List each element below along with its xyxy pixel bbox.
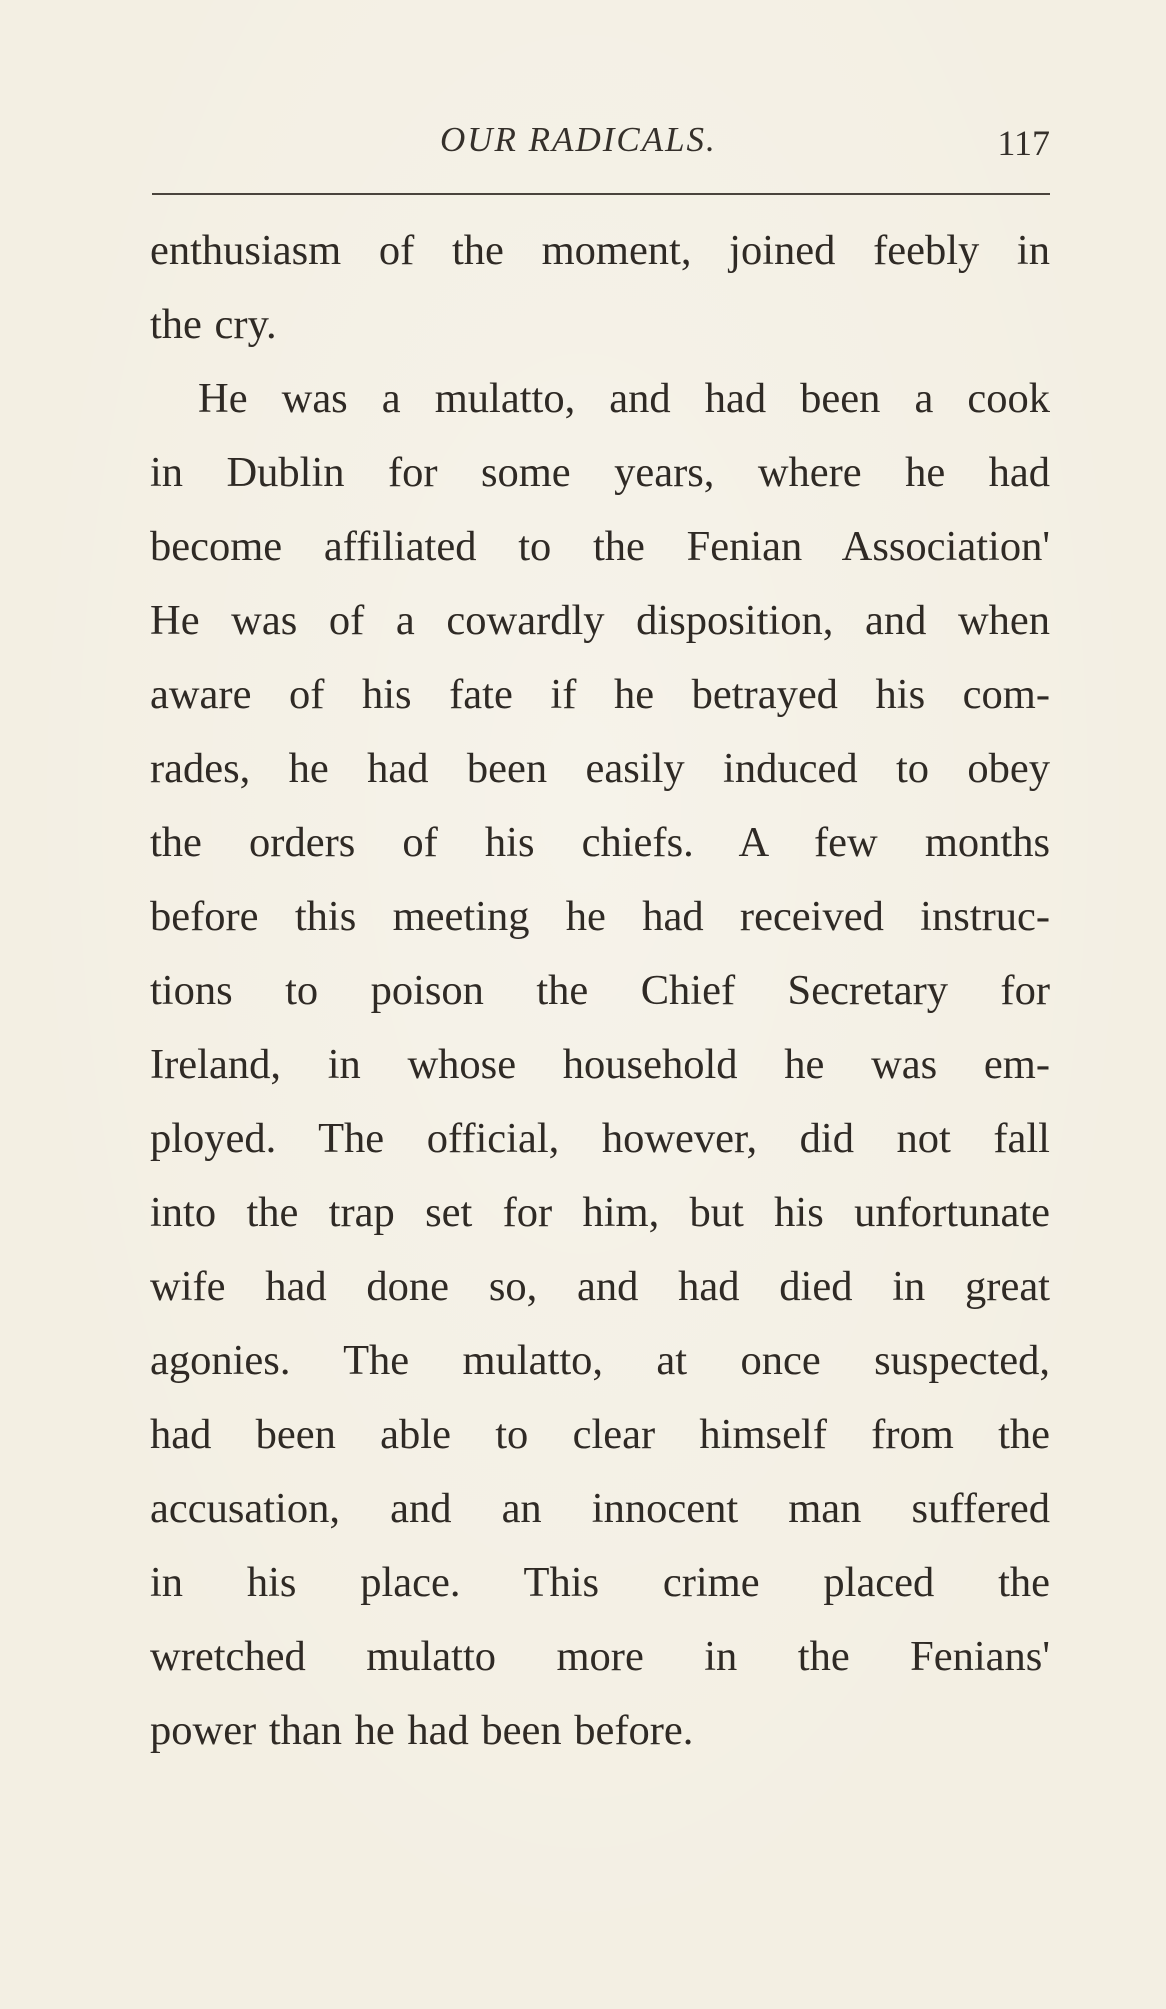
text-line-6: He was of a cowardly disposition, and when xyxy=(150,597,1050,644)
text-line-8: rades, he had been easily induced to obey xyxy=(150,745,1050,792)
body-text xyxy=(150,214,1050,1768)
text-line-5: become affiliated to the Fenian Association' xyxy=(150,523,1050,570)
text-line-1: enthusiasm of the moment, joined feebly in xyxy=(150,227,1050,274)
header-rule xyxy=(152,193,1050,195)
text-line-21: power than he had been before. xyxy=(150,1707,694,1754)
text-line-7: aware of his fate if he betrayed his com- xyxy=(150,671,1050,718)
text-line-11: tions to poison the Chief Secretary for xyxy=(150,967,1050,1014)
text-line-13: ployed. The official, however, did not fall xyxy=(150,1115,1050,1162)
text-line-12: Ireland, in whose household he was em- xyxy=(150,1041,1050,1088)
text-line-16: agonies. The mulatto, at once suspected, xyxy=(150,1337,1050,1384)
text-line-10: before this meeting he had received instruc- xyxy=(150,893,1050,940)
text-line-17: had been able to clear himself from the xyxy=(150,1411,1050,1458)
text-line-19: in his place. This crime placed the xyxy=(150,1559,1050,1606)
text-line-3: He was a mulatto, and had been a cook xyxy=(198,375,1050,422)
running-title: OUR RADICALS. xyxy=(440,120,717,159)
page-number: 117 xyxy=(997,123,1050,163)
text-line-9: the orders of his chiefs. A few months xyxy=(150,819,1050,866)
text-line-4: in Dublin for some years, where he had xyxy=(150,449,1050,496)
text-line-14: into the trap set for him, but his unfortunate xyxy=(150,1189,1050,1236)
text-line-2: the cry. xyxy=(150,301,277,348)
running-head xyxy=(150,120,1050,180)
text-line-15: wife had done so, and had died in great xyxy=(150,1263,1050,1310)
text-line-18: accusation, and an innocent man suffered xyxy=(150,1485,1050,1532)
text-line-20: wretched mulatto more in the Fenians' xyxy=(150,1633,1050,1680)
